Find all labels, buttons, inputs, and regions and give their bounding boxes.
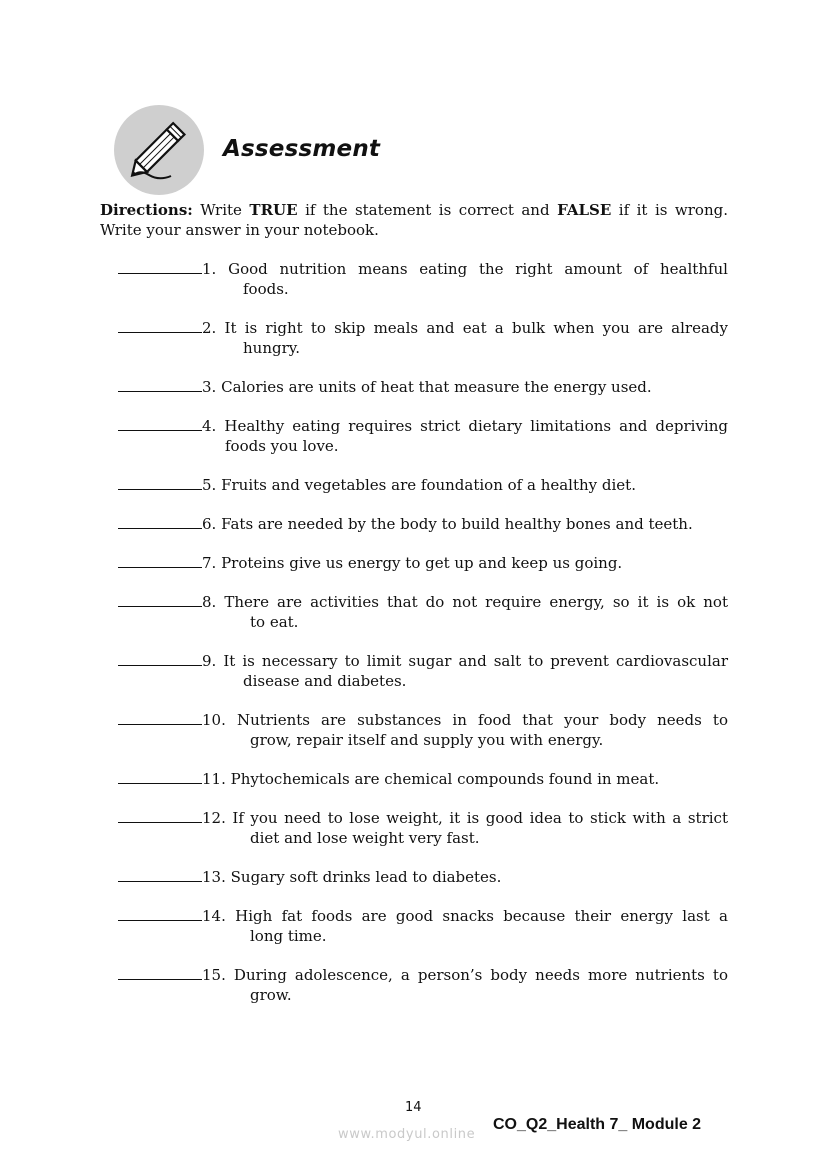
question-number: 4.	[202, 417, 217, 435]
question-number: 6.	[202, 515, 217, 533]
question-item-1	[118, 259, 728, 299]
question-text: Calories are units of heat that measure the energy used.	[221, 378, 652, 396]
question-item-7	[118, 553, 728, 573]
directions-text-2: if the statement is correct and	[297, 201, 558, 219]
question-number: 11.	[202, 770, 226, 788]
question-text: Nutrients are substances in food that your body needs to	[236, 711, 728, 729]
question-item-14	[118, 906, 728, 946]
question-number: 1.	[202, 260, 217, 278]
module-label: CO_Q2_Health 7_ Module 2	[493, 1116, 702, 1133]
question-item-2	[118, 318, 728, 358]
question-list	[118, 259, 728, 1024]
question-text-continued: foods you love.	[225, 437, 339, 455]
question-text-continued: to eat.	[250, 613, 299, 631]
question-text-continued: foods.	[243, 280, 289, 298]
question-text: Fats are needed by the body to build healthy bones and teeth.	[221, 515, 693, 533]
question-text: Sugary soft drinks lead to diabetes.	[230, 868, 502, 886]
answer-blank-11[interactable]	[118, 769, 202, 784]
page-title: Assessment	[223, 136, 381, 162]
answer-blank-5[interactable]	[118, 475, 202, 490]
question-item-11	[118, 769, 728, 789]
directions-text-1: Write	[192, 201, 250, 219]
question-number: 5.	[202, 476, 217, 494]
question-item-5	[118, 475, 728, 495]
question-item-3	[118, 377, 728, 397]
answer-blank-3[interactable]	[118, 377, 202, 392]
true-keyword: TRUE	[249, 201, 298, 219]
answer-blank-2[interactable]	[118, 318, 202, 333]
answer-blank-6[interactable]	[118, 514, 202, 529]
question-item-6	[118, 514, 728, 534]
question-text: Proteins give us energy to get up and keep us going.	[221, 554, 623, 572]
question-number: 8.	[202, 593, 217, 611]
question-number: 9.	[202, 652, 217, 670]
question-text: During adolescence, a person’s body needs more nutrients to	[233, 966, 728, 984]
question-text-continued: hungry.	[243, 339, 301, 357]
question-text: It is necessary to limit sugar and salt to prevent cardiovascular	[223, 652, 728, 670]
question-text: If you need to lose weight, it is good idea to stick with a strict	[232, 809, 728, 827]
answer-blank-15[interactable]	[118, 965, 202, 980]
answer-blank-8[interactable]	[118, 592, 202, 607]
answer-blank-4[interactable]	[118, 416, 202, 431]
false-keyword: FALSE	[557, 201, 612, 219]
question-number: 13.	[202, 868, 226, 886]
question-item-10	[118, 710, 728, 750]
question-text: It is right to skip meals and eat a bulk when you are already	[224, 319, 728, 337]
question-text-continued: grow.	[250, 986, 292, 1004]
question-item-4	[118, 416, 728, 456]
question-number: 2.	[202, 319, 217, 337]
answer-blank-13[interactable]	[118, 867, 202, 882]
question-number: 3.	[202, 378, 217, 396]
answer-blank-1[interactable]	[118, 259, 202, 274]
answer-blank-12[interactable]	[118, 808, 202, 823]
question-text-continued: grow, repair itself and supply you with energy.	[250, 731, 604, 749]
question-number: 7.	[202, 554, 217, 572]
question-text: Fruits and vegetables are foundation of a healthy diet.	[221, 476, 636, 494]
question-number: 12.	[202, 809, 226, 827]
question-text: Phytochemicals are chemical compounds found in meat.	[230, 770, 660, 788]
question-number: 14.	[202, 907, 226, 925]
watermark: www.modyul.online	[338, 1127, 476, 1142]
question-item-8	[118, 592, 728, 632]
answer-blank-7[interactable]	[118, 553, 202, 568]
question-number: 10.	[202, 711, 226, 729]
question-text-continued: long time.	[250, 927, 327, 945]
question-text: Good nutrition means eating the right amount of healthful	[228, 260, 728, 278]
answer-blank-14[interactable]	[118, 906, 202, 921]
question-text: Healthy eating requires strict dietary limitations and depriving	[224, 417, 728, 435]
directions-text-3: if it is wrong. Write your answer in your notebook.	[100, 201, 728, 239]
question-item-15	[118, 965, 728, 1005]
question-item-13	[118, 867, 728, 887]
question-item-12	[118, 808, 728, 848]
question-text-continued: disease and diabetes.	[243, 672, 407, 690]
page-number: 14	[405, 1100, 422, 1115]
directions	[100, 201, 728, 240]
answer-blank-10[interactable]	[118, 710, 202, 725]
question-text: There are activities that do not require energy, so it is ok not	[224, 593, 728, 611]
directions-label: Directions:	[100, 201, 193, 219]
question-text-continued: diet and lose weight very fast.	[250, 829, 480, 847]
question-item-9	[118, 651, 728, 691]
question-text: High fat foods are good snacks because their energy last a	[235, 907, 728, 925]
answer-blank-9[interactable]	[118, 651, 202, 666]
pencil-icon	[113, 104, 205, 196]
question-number: 15.	[202, 966, 226, 984]
